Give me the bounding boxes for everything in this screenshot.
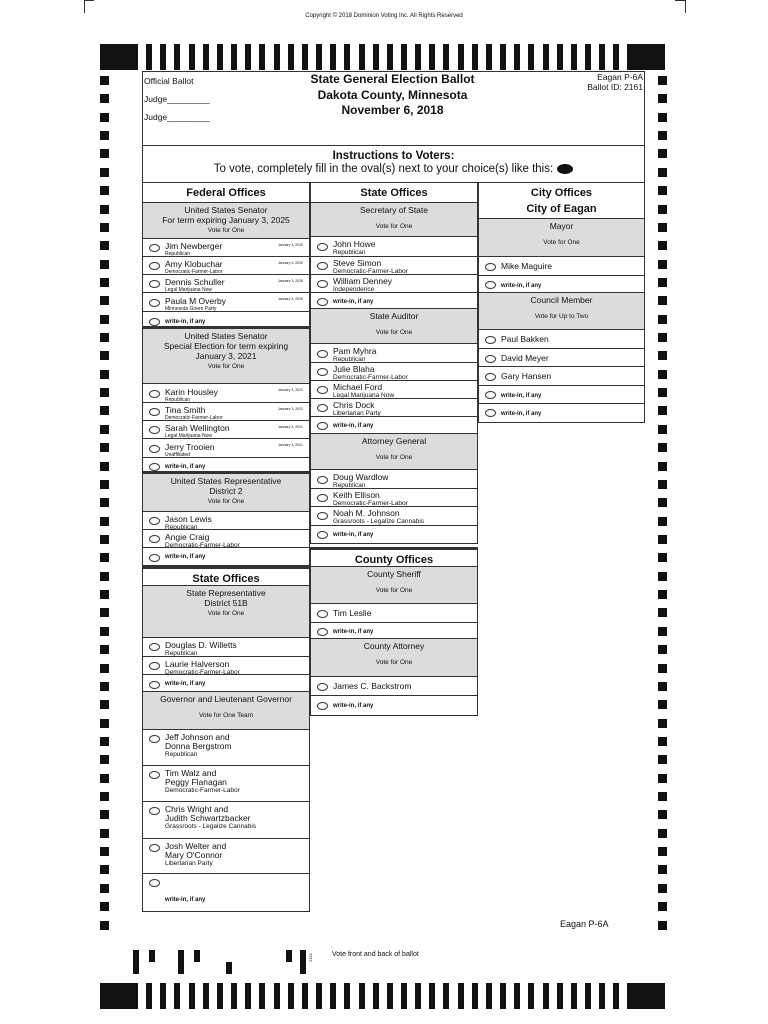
vote-oval[interactable]: [317, 702, 328, 710]
vote-oval[interactable]: [317, 386, 328, 394]
section-federal-offices: Federal Offices: [143, 183, 309, 203]
footer-ballot-id: 2161: [307, 953, 313, 962]
race-header: State Auditor Vote for One: [311, 309, 477, 344]
write-in-row[interactable]: write-in, if any: [311, 623, 477, 639]
ballot-code-mark: [178, 950, 184, 974]
column-city: [478, 183, 645, 423]
vote-oval[interactable]: [149, 426, 160, 434]
vote-oval[interactable]: [149, 517, 160, 525]
candidate-row[interactable]: January 3, 2025 Jim Newberger Republican: [143, 239, 309, 257]
vote-oval[interactable]: [485, 263, 496, 271]
write-in-row[interactable]: write-in, if any: [311, 526, 477, 543]
footer-note: Vote front and back of ballot: [332, 951, 419, 958]
timing-bar-bottom: [100, 983, 666, 1009]
candidate-row[interactable]: Tim Walz and Peggy Flanagan Democratic-Farmer-Labor: [143, 766, 309, 802]
vote-oval[interactable]: [485, 391, 496, 399]
precinct-label: Eagan P-6A: [597, 72, 643, 82]
section-state-offices: State Offices: [311, 183, 477, 203]
race-header: United States Senator Special Election for term expiring January 3, 2021 Vote for One: [143, 329, 309, 384]
race-header: United States Representative District 2 Vote for One: [143, 474, 309, 512]
instructions-text: To vote, completely fill in the oval(s) next to your choice(s) like this:: [213, 163, 554, 175]
corner-mark: [84, 0, 94, 1]
section-city-offices: City Offices City of Eagan: [479, 183, 644, 219]
write-in-row[interactable]: write-in, if any: [143, 458, 309, 474]
race-header: Attorney General Vote for One: [311, 434, 477, 470]
write-in-row[interactable]: write-in, if any: [311, 696, 477, 715]
candidate-row[interactable]: Paul Bakken: [479, 330, 644, 349]
vote-oval[interactable]: [149, 390, 160, 398]
vote-oval[interactable]: [317, 350, 328, 358]
instructions: [142, 146, 645, 183]
vote-oval[interactable]: [149, 681, 160, 689]
write-in-row[interactable]: write-in, if any: [311, 293, 477, 309]
candidate-row[interactable]: Pam Myhra Republican: [311, 344, 477, 363]
vote-oval[interactable]: [149, 844, 160, 852]
candidate-row[interactable]: Keith Ellison Democratic-Farmer-Labor: [311, 489, 477, 507]
section-state-offices: State Offices: [143, 566, 309, 586]
vote-oval[interactable]: [149, 807, 160, 815]
race-header: County Sheriff Vote for One: [311, 567, 477, 604]
timing-bar-top: [100, 44, 666, 70]
vote-oval[interactable]: [317, 298, 328, 306]
candidate-row[interactable]: Noah M. Johnson Grassroots - Legalize Cannabis: [311, 507, 477, 526]
vote-oval[interactable]: [149, 879, 160, 887]
race-header: Secretary of State Vote for One: [311, 203, 477, 237]
write-in-row[interactable]: write-in, if any: [479, 404, 644, 422]
candidate-row[interactable]: James C. Backstrom: [311, 677, 477, 696]
filled-oval-icon: [557, 164, 573, 174]
candidate-row[interactable]: Angie Craig Democratic-Farmer-Labor: [143, 530, 309, 548]
vote-oval[interactable]: [485, 373, 496, 381]
candidate-row[interactable]: January 3, 2021 Tina Smith Democratic-Farmer-Labor: [143, 403, 309, 421]
race-header: Governor and Lieutenant Governor Vote for One Team: [143, 692, 309, 730]
candidate-row[interactable]: David Meyer: [479, 349, 644, 367]
ballot-code-mark: [133, 950, 139, 974]
ballot-id-block: [560, 72, 643, 92]
write-in-row[interactable]: write-in, if any: [311, 417, 477, 434]
official-ballot-label: Official Ballot: [144, 76, 194, 86]
candidate-row[interactable]: Julie Blaha Democratic-Farmer-Labor: [311, 363, 477, 381]
vote-oval[interactable]: [317, 368, 328, 376]
candidate-row[interactable]: Gary Hansen: [479, 367, 644, 386]
vote-oval[interactable]: [149, 445, 160, 453]
corner-mark: [84, 0, 85, 13]
candidate-row[interactable]: January 3, 2021 Karin Housley Republican: [143, 384, 309, 403]
candidate-row[interactable]: John Howe Republican: [311, 237, 477, 257]
candidate-row[interactable]: Laurie Halverson Democratic-Farmer-Labor: [143, 657, 309, 675]
vote-oval[interactable]: [149, 463, 160, 471]
vote-oval[interactable]: [317, 531, 328, 539]
vote-oval[interactable]: [149, 244, 160, 252]
timing-marks-right: [658, 76, 667, 930]
ballot-code-mark: [226, 962, 232, 974]
ballot-id: Ballot ID: 2161: [587, 82, 643, 92]
vote-oval[interactable]: [317, 610, 328, 618]
ballot-code-mark: [194, 950, 200, 962]
corner-mark: [685, 0, 686, 13]
vote-oval[interactable]: [149, 643, 160, 651]
candidate-row[interactable]: Mike Maguire: [479, 257, 644, 276]
vote-oval[interactable]: [317, 404, 328, 412]
timing-marks-left: [100, 76, 109, 930]
vote-oval[interactable]: [317, 422, 328, 430]
candidate-row[interactable]: Douglas D. Willetts Republican: [143, 638, 309, 657]
copyright: Copyright © 2018 Dominion Voting Inc. All Rights Reserved: [305, 13, 463, 19]
candidate-row[interactable]: Jeff Johnson and Donna Bergstrom Republican: [143, 730, 309, 766]
vote-oval[interactable]: [317, 243, 328, 251]
column-county: [310, 547, 478, 716]
vote-oval[interactable]: [485, 355, 496, 363]
vote-oval[interactable]: [149, 735, 160, 743]
ballot-title: State General Election Ballot Dakota County, Minnesota November 6, 2018: [310, 72, 475, 117]
candidate-row[interactable]: January 3, 2025 Dennis Schuller Legal Marijuana Now: [143, 275, 309, 293]
column-state-left: [142, 566, 310, 912]
vote-oval[interactable]: [317, 512, 328, 520]
candidate-row[interactable]: Tim Leslie: [311, 604, 477, 623]
vote-oval[interactable]: [149, 262, 160, 270]
write-in-row[interactable]: write-in, if any: [479, 386, 644, 404]
vote-oval[interactable]: [485, 281, 496, 289]
vote-oval[interactable]: [317, 494, 328, 502]
race-header: State Representative District 51B Vote for One: [143, 586, 309, 638]
vote-oval[interactable]: [149, 318, 160, 326]
vote-oval[interactable]: [149, 662, 160, 670]
candidate-row[interactable]: January 3, 2021 Sarah Wellington Legal Marijuana Now: [143, 421, 309, 439]
vote-oval[interactable]: [149, 771, 160, 779]
column-federal: [142, 183, 310, 566]
ballot-code-mark: [286, 950, 292, 962]
vote-oval[interactable]: [317, 280, 328, 288]
vote-oval[interactable]: [317, 476, 328, 484]
vote-oval[interactable]: [149, 299, 160, 307]
vote-oval[interactable]: [317, 683, 328, 691]
candidate-row[interactable]: Jason Lewis Republican: [143, 512, 309, 530]
write-in-row[interactable]: write-in, if any: [143, 312, 309, 329]
race-header: County Attorney Vote for One: [311, 639, 477, 677]
vote-oval[interactable]: [149, 554, 160, 562]
vote-oval[interactable]: [485, 336, 496, 344]
ballot-code-mark: [149, 950, 155, 962]
vote-oval[interactable]: [317, 262, 328, 270]
candidate-row[interactable]: Michael Ford Legal Marijuana Now: [311, 381, 477, 399]
vote-oval[interactable]: [149, 408, 160, 416]
footer-precinct: Eagan P-6A: [560, 919, 609, 929]
candidate-row[interactable]: William Denney Independence: [311, 275, 477, 293]
race-header: United States Senator For term expiring January 3, 2025 Vote for One: [143, 203, 309, 239]
section-county-offices: County Offices: [311, 547, 477, 567]
column-state-mid: [310, 183, 478, 544]
write-in-row[interactable]: write-in, if any: [143, 874, 309, 911]
candidate-row[interactable]: January 3, 2021 Jerry Trooien Unaffiliated: [143, 439, 309, 458]
candidate-row[interactable]: Chris Wright and Judith Schwartzbacker Grassroots - Legalize Cannabis: [143, 802, 309, 839]
write-in-row[interactable]: write-in, if any: [143, 675, 309, 692]
race-header: Mayor Vote for One: [479, 219, 644, 257]
vote-oval[interactable]: [149, 535, 160, 543]
candidate-row[interactable]: Josh Welter and Mary O'Connor Libertarian Party: [143, 839, 309, 874]
judge-line: Judge_________: [144, 94, 210, 104]
candidate-row[interactable]: Steve Simon Democratic-Farmer-Labor: [311, 257, 477, 275]
candidate-row[interactable]: Chris Dock Libertarian Party: [311, 399, 477, 417]
race-header: Council Member Vote for Up to Two: [479, 293, 644, 330]
candidate-row[interactable]: Doug Wardlow Republican: [311, 470, 477, 489]
header-left: [144, 72, 210, 126]
ballot-code-mark: [300, 950, 306, 974]
vote-oval[interactable]: [317, 628, 328, 636]
vote-oval[interactable]: [485, 409, 496, 417]
instructions-title: Instructions to Voters:: [332, 150, 455, 162]
corner-mark: [675, 0, 685, 1]
judge-line: Judge_________: [144, 112, 210, 122]
candidate-row[interactable]: January 3, 2025 Paula M Overby Minnesota Green Party: [143, 293, 309, 312]
candidate-row[interactable]: January 3, 2025 Amy Klobuchar Democratic-Farmer-Labor: [143, 257, 309, 275]
write-in-row[interactable]: write-in, if any: [479, 276, 644, 293]
write-in-row[interactable]: write-in, if any: [143, 548, 309, 565]
vote-oval[interactable]: [149, 280, 160, 288]
